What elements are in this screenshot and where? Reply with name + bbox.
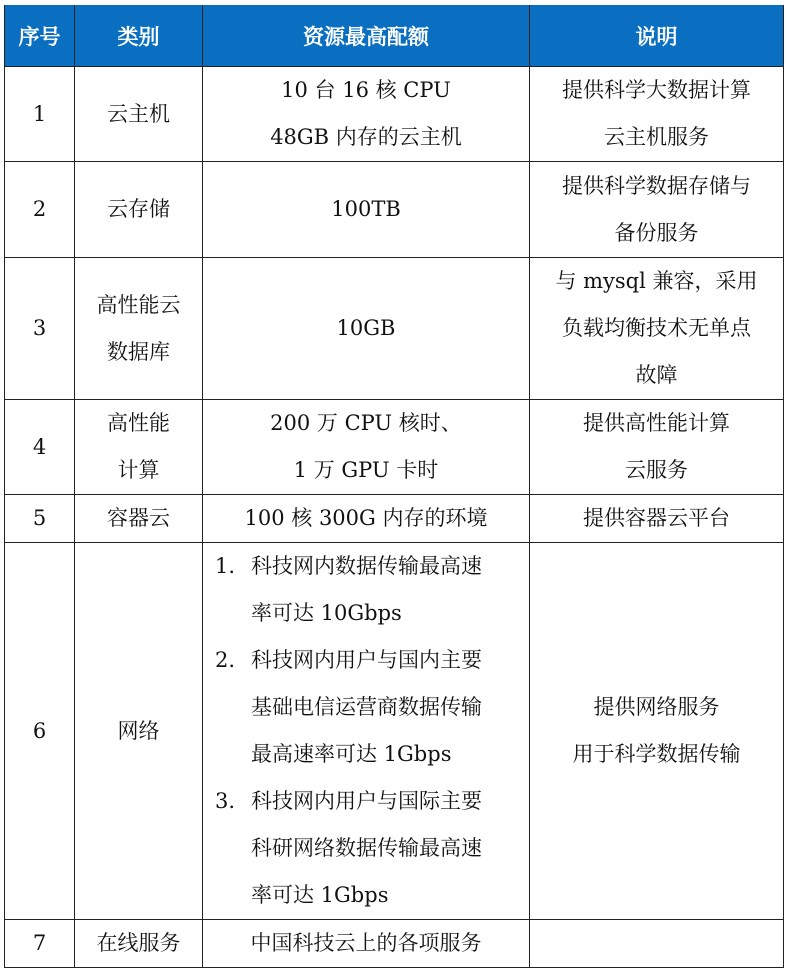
row-note: [530, 495, 784, 543]
row-quota: [203, 543, 530, 920]
table-body: [5, 67, 784, 968]
table-row: [5, 920, 784, 968]
row-note: [530, 543, 784, 920]
row-no: 4: [5, 400, 75, 495]
list-item: [215, 778, 529, 919]
row-quota-text: 100 核 300G 内存的环境: [244, 506, 488, 530]
row-no: 2: [5, 162, 75, 258]
row-category: [75, 920, 203, 968]
header-category: 类别: [75, 5, 203, 67]
row-category-text: 容器云: [107, 506, 170, 530]
list-item-number: 1.: [215, 554, 236, 578]
row-category-text: 在线服务: [96, 931, 181, 955]
table-row: [5, 162, 784, 258]
row-category: [75, 258, 203, 400]
table-header: [5, 5, 784, 67]
row-note-text: 提供科学大数据计算 云主机服务: [562, 78, 751, 149]
row-no: 3: [5, 258, 75, 400]
list-item-text: 科技网内用户与国内主要 基础电信运营商数据传输 最高速率可达 1Gbps: [251, 648, 482, 766]
row-note-text: 提供容器云平台: [583, 506, 730, 530]
row-note-text: 提供高性能计算 云服务: [583, 411, 730, 482]
row-no: 5: [5, 495, 75, 543]
row-category-text: 云存储: [107, 197, 170, 221]
list-item: [215, 637, 529, 778]
list-item: [215, 543, 529, 637]
row-note: [530, 400, 784, 495]
row-quota-text: 中国科技云上的各项服务: [250, 931, 482, 955]
row-quota: [203, 162, 530, 258]
row-quota-text: 200 万 CPU 核时、 1 万 GPU 卡时: [270, 411, 462, 482]
network-quota-list: [203, 543, 529, 919]
list-item-number: 2.: [215, 648, 236, 672]
row-category-text: 网络: [117, 718, 160, 743]
quota-table: [4, 5, 784, 968]
header-no: 序号: [5, 5, 75, 67]
row-quota-text: 10GB: [336, 316, 396, 340]
row-note: [530, 258, 784, 400]
row-quota: [203, 400, 530, 495]
row-category: [75, 400, 203, 495]
row-quota: [203, 495, 530, 543]
list-item-text: 科技网内数据传输最高速 率可达 10Gbps: [251, 554, 482, 625]
row-category-text: 高性能云 数据库: [96, 292, 181, 364]
row-note-text: 提供科学数据存储与 备份服务: [562, 173, 751, 245]
table-row: [5, 543, 784, 920]
row-quota-text: 100TB: [331, 197, 401, 221]
header-quota: 资源最高配额: [203, 5, 530, 67]
table-row: [5, 67, 784, 162]
row-quota: [203, 258, 530, 400]
row-category-text: 高性能 计算: [107, 411, 170, 482]
row-category-text: 云主机: [107, 101, 170, 126]
row-note: [530, 162, 784, 258]
row-note: [530, 67, 784, 162]
header-note: 说明: [530, 5, 784, 67]
row-no: 6: [5, 543, 75, 920]
table-row: [5, 495, 784, 543]
table-row: [5, 400, 784, 495]
row-no: 1: [5, 67, 75, 162]
row-quota-text: 10 台 16 核 CPU 48GB 内存的云主机: [270, 78, 462, 149]
row-quota: [203, 67, 530, 162]
header-row: [5, 5, 784, 67]
row-no: 7: [5, 920, 75, 968]
row-category: [75, 543, 203, 920]
row-quota: [203, 920, 530, 968]
row-note: [530, 920, 784, 968]
row-category: [75, 495, 203, 543]
row-category: [75, 162, 203, 258]
table-row: [5, 258, 784, 400]
list-item-number: 3.: [215, 789, 236, 813]
row-note-text: 提供网络服务 用于科学数据传输: [572, 695, 741, 766]
list-item-text: 科技网内用户与国际主要 科研网络数据传输最高速 率可达 1Gbps: [251, 789, 482, 907]
row-note-text: 与 mysql 兼容，采用 负载均衡技术无单点 故障: [555, 269, 758, 387]
row-category: [75, 67, 203, 162]
